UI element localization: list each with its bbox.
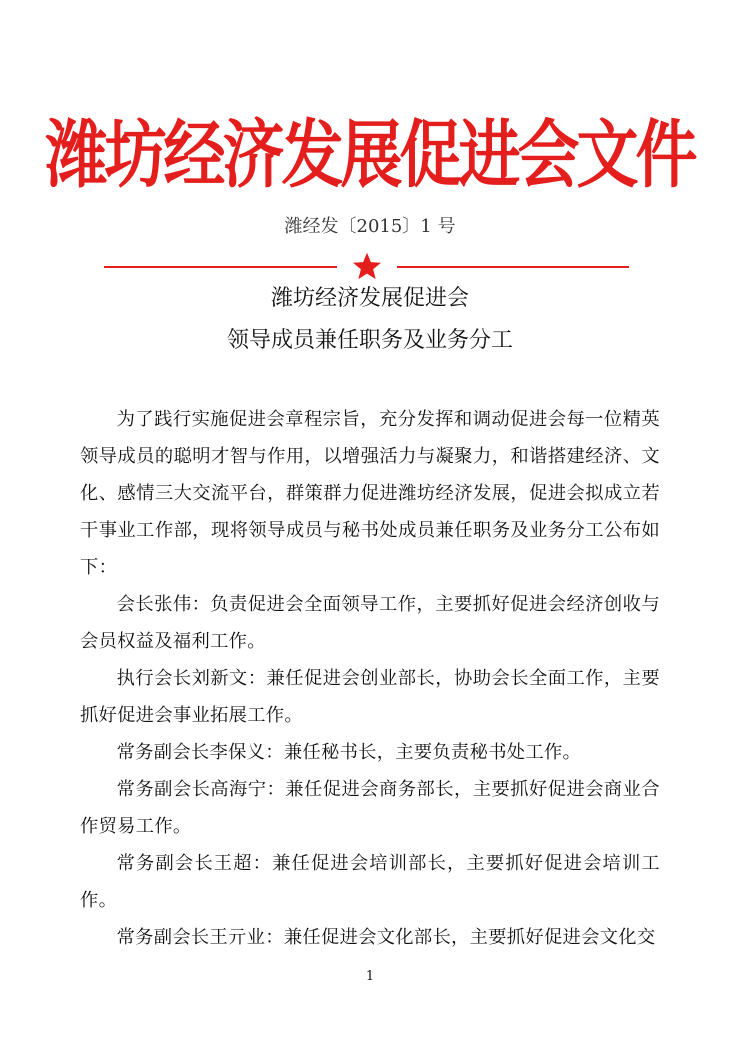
document-title-line1: 潍坊经济发展促进会 [270, 286, 469, 311]
red-star-icon [351, 250, 383, 282]
divider-left [104, 266, 337, 268]
body-paragraph-intro: 为了践行实施促进会章程宗旨，充分发挥和调动促进会每一位精英领导成员的聪明才智与作用，以增强活力与凝聚力，和谐搭建经济、文化、感情三大交流平台，群策群力促进潍坊经济发展，促进会拟成立若干事业工作部，现将领导成员与秘书处成员兼任职务及业务分工公布如下： [80, 409, 660, 578]
body-paragraph-vice-president-4: 常务副会长王亓业：兼任促进会文化部长，主要抓好促进会文化交 [116, 927, 656, 948]
divider-right [397, 266, 629, 268]
body-paragraph-president: 会长张伟：负责促进会全面领导工作，主要抓好促进会经济创收与会员权益及福利工作。 [80, 594, 660, 652]
body-paragraph-vice-president-3: 常务副会长王超：兼任促进会培训部长，主要抓好促进会培训工作。 [80, 853, 660, 911]
document-masthead: 潍坊经济发展促进会文件 [45, 111, 695, 198]
body-paragraph-vice-president-2: 常务副会长高海宁：兼任促进会商务部长，主要抓好促进会商业合作贸易工作。 [80, 779, 660, 837]
document-number: 潍经发〔2015〕1 号 [284, 216, 456, 237]
document-body [80, 401, 660, 956]
body-paragraph-executive-president: 执行会长刘新文：兼任促进会创业部长，协助会长全面工作，主要抓好促进会事业拓展工作。 [80, 668, 660, 726]
document-title-line2: 领导成员兼任职务及业务分工 [226, 328, 513, 353]
body-paragraph-vice-president-1: 常务副会长李保义：兼任秘书长，主要负责秘书处工作。 [116, 742, 582, 763]
page-number: 1 [365, 969, 375, 984]
